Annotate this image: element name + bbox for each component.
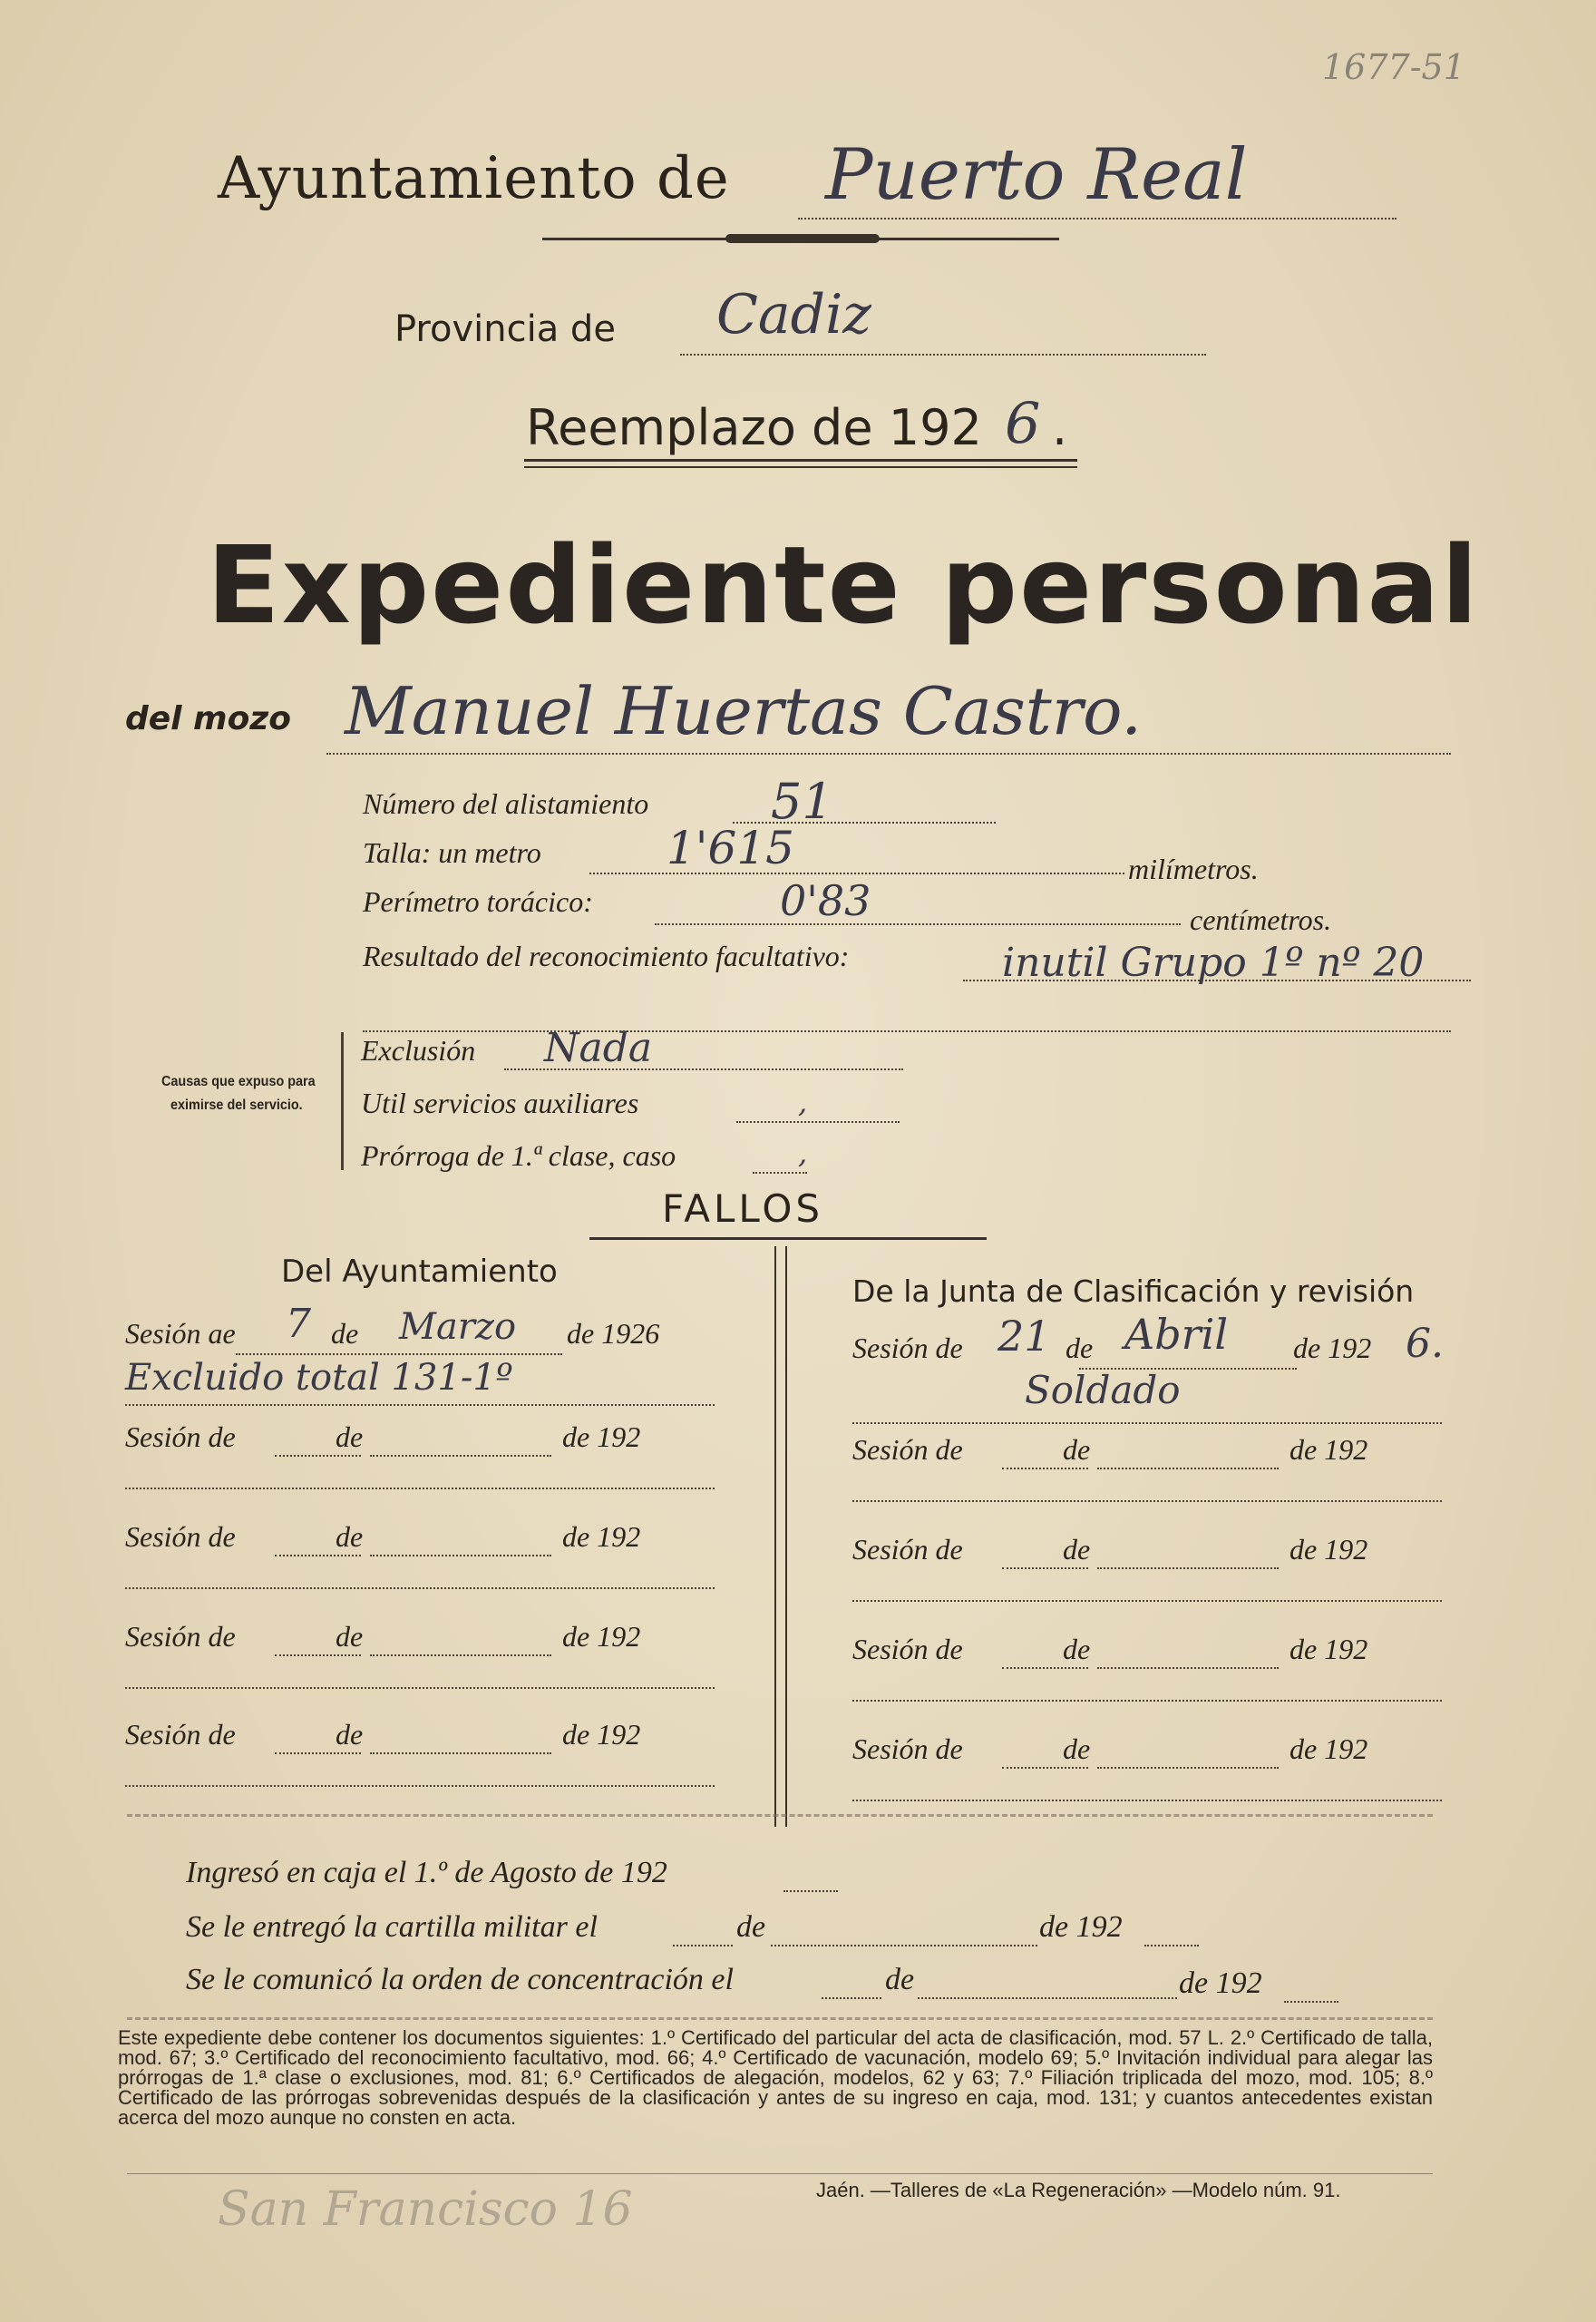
right-sesion-2-label: Sesión de <box>852 1433 963 1466</box>
right-sesion-1-de: de <box>1066 1332 1094 1364</box>
right-sesion-5-line-1 <box>1002 1767 1088 1769</box>
printer-note: Jaén. —Talleres de «La Regeneración» —Modelo núm. 91. <box>816 2179 1341 2201</box>
fallos-bottom-rule <box>127 1814 1433 1817</box>
right-sesion-5-line-2 <box>1097 1767 1279 1769</box>
ingreso-text: Ingresó en caja el 1.º de Agosto de 192 <box>186 1856 667 1889</box>
left-sesion-2-line-1 <box>275 1455 361 1457</box>
reemplazo-underline-1 <box>524 459 1077 462</box>
concentracion-de: de <box>885 1963 915 1996</box>
perimetro-unit: centímetros. <box>1190 903 1332 936</box>
left-sesion-2-label: Sesión de <box>125 1420 236 1453</box>
right-sesion-3-de: de <box>1063 1533 1091 1566</box>
right-sesion-1-note-line <box>852 1422 1442 1424</box>
prorroga-line <box>753 1172 807 1174</box>
footer-rule <box>127 2017 1433 2020</box>
left-sesion-5-line-2 <box>370 1752 551 1754</box>
concentracion-text: Se le comunicó la orden de concentración el <box>186 1963 734 1996</box>
fallos-underline <box>589 1237 987 1240</box>
cartilla-line-1 <box>673 1945 733 1946</box>
right-sesion-5-de: de <box>1063 1732 1091 1765</box>
mozo-line <box>326 753 1451 755</box>
exclusion-label: Exclusión <box>361 1034 476 1067</box>
pencil-note: San Francisco 16 <box>218 2182 633 2237</box>
right-sesion-5-year: de 192 <box>1289 1732 1368 1765</box>
right-heading: De la Junta de Clasificación y revisión <box>852 1273 1415 1309</box>
left-sesion-1-day: 7 <box>286 1301 311 1347</box>
right-sesion-1-day: 21 <box>998 1312 1051 1361</box>
concentracion-line-3 <box>1284 2001 1338 2003</box>
util-value: , <box>798 1085 808 1119</box>
left-sesion-1-label: Sesión ae <box>125 1317 236 1350</box>
left-sesion-3-de: de <box>336 1520 364 1553</box>
mozo-label: del mozo <box>125 700 291 737</box>
resultado-line-2 <box>363 1030 1451 1032</box>
ingreso-line <box>783 1890 838 1892</box>
right-sesion-2-de: de <box>1063 1433 1091 1466</box>
documents-note: Este expediente debe contener los documentos siguientes: 1.º Certificado del particular del acta de clasificación, mod. 57 L. 2.º Certificado de talla, mod. 67; 3.º Certificado del reconocimiento facultativo, mod. 66; 4.º Certificado de vacunación, modelo 69; 5.º Invitación individual para alegar las prórrogas de 1.ª clase o exclusiones, mod. 81; 6.º Certificados de alegación, modelos, 62 y 63; 7.º Filiación triplicada del mozo, mod. 105; 8.º Certificado de las prórrogas sobrevenidas después de la clasificación y antes de su ingreso en caja, mod. 131; y cuantos antecedentes existan acerca del mozo aunque no consten en acta. <box>118 2026 1433 2129</box>
util-label: Util servicios auxiliares <box>361 1087 639 1119</box>
left-sesion-1-de: de <box>331 1317 359 1350</box>
right-sesion-3-line-1 <box>1002 1567 1088 1569</box>
right-sesion-4-year: de 192 <box>1289 1633 1368 1665</box>
left-heading: Del Ayuntamiento <box>281 1254 558 1290</box>
left-sesion-4-rule <box>125 1687 715 1689</box>
column-divider-1 <box>774 1246 776 1827</box>
left-sesion-3-rule <box>125 1587 715 1589</box>
left-sesion-3-line-2 <box>370 1555 551 1556</box>
resultado-label: Resultado del reconocimiento facultativo: <box>363 940 850 972</box>
right-sesion-2-rule <box>852 1500 1442 1502</box>
concentracion-line-2 <box>918 1997 1177 1999</box>
left-sesion-2-year: de 192 <box>562 1420 641 1453</box>
exclusion-line <box>504 1068 903 1070</box>
cartilla-text: Se le entregó la cartilla militar el <box>186 1910 598 1944</box>
left-sesion-3-label: Sesión de <box>125 1520 236 1553</box>
concentracion-line-1 <box>822 1997 881 1999</box>
ornament-center <box>725 234 880 243</box>
left-sesion-4-line-2 <box>370 1654 551 1656</box>
ayuntamiento-value: Puerto Real <box>825 134 1248 216</box>
ayuntamiento-line <box>798 218 1396 220</box>
right-sesion-1-note: Soldado <box>1025 1368 1181 1412</box>
left-sesion-1-year: de 1926 <box>567 1317 660 1350</box>
left-sesion-3-year: de 192 <box>562 1520 641 1553</box>
provincia-line <box>680 354 1206 356</box>
left-sesion-5-label: Sesión de <box>125 1718 236 1751</box>
prorroga-value: , <box>798 1136 808 1170</box>
left-sesion-5-de: de <box>336 1718 364 1751</box>
numero-label: Número del alistamiento <box>363 787 649 820</box>
left-sesion-5-year: de 192 <box>562 1718 641 1751</box>
reemplazo-label: Reemplazo de 192 <box>526 399 982 456</box>
cartilla-year: de 192 <box>1039 1910 1123 1944</box>
fallos-title: FALLOS <box>662 1186 824 1231</box>
right-sesion-1-month: Abril <box>1124 1310 1229 1359</box>
left-sesion-1-note-line <box>125 1404 715 1406</box>
right-sesion-5-label: Sesión de <box>852 1732 963 1765</box>
archive-ref: 1677-51 <box>1322 47 1465 87</box>
cartilla-line-2 <box>771 1945 1037 1946</box>
left-sesion-3-line-1 <box>275 1555 361 1556</box>
reemplazo-value: 6 <box>1005 390 1041 456</box>
right-sesion-4-de: de <box>1063 1633 1091 1665</box>
left-sesion-2-line-2 <box>370 1455 551 1457</box>
right-sesion-2-line-2 <box>1097 1468 1279 1469</box>
talla-label: Talla: un metro <box>363 836 541 869</box>
left-sesion-1-note: Excluido total 131-1º <box>125 1357 513 1399</box>
util-line <box>736 1121 900 1123</box>
ayuntamiento-label: Ayuntamiento de <box>218 145 730 212</box>
left-sesion-4-de: de <box>336 1620 364 1653</box>
right-sesion-3-year: de 192 <box>1289 1533 1368 1566</box>
left-sesion-2-de: de <box>336 1420 364 1453</box>
causas-side-label-2: eximirse del servicio. <box>170 1098 303 1113</box>
left-sesion-5-rule <box>125 1785 715 1787</box>
right-sesion-1-year-digit: 6. <box>1406 1321 1444 1367</box>
left-sesion-4-year: de 192 <box>562 1620 641 1653</box>
causas-side-label-1: Causas que expuso para <box>161 1074 316 1089</box>
right-sesion-4-rule <box>852 1700 1442 1702</box>
right-sesion-2-year: de 192 <box>1289 1433 1368 1466</box>
talla-value: 1'615 <box>667 822 794 874</box>
right-sesion-4-line-2 <box>1097 1667 1279 1669</box>
left-sesion-1-line <box>236 1353 562 1355</box>
resultado-value: inutil Grupo 1º nº 20 <box>1002 940 1425 986</box>
concentracion-year: de 192 <box>1179 1966 1262 2000</box>
numero-value: 51 <box>771 773 833 830</box>
left-sesion-4-label: Sesión de <box>125 1620 236 1653</box>
cartilla-line-3 <box>1144 1945 1199 1946</box>
exclusion-value: Nada <box>544 1025 653 1071</box>
right-sesion-5-rule <box>852 1800 1442 1801</box>
reemplazo-underline-2 <box>524 466 1077 468</box>
left-sesion-2-rule <box>125 1488 715 1489</box>
talla-line <box>589 873 1124 874</box>
left-sesion-1-month: Marzo <box>399 1306 517 1348</box>
page-title: Expediente personal <box>207 522 1480 648</box>
cartilla-de: de <box>736 1910 766 1944</box>
left-sesion-5-line-1 <box>275 1752 361 1754</box>
causas-bracket <box>341 1032 344 1170</box>
perimetro-value: 0'83 <box>780 876 871 925</box>
right-sesion-4-line-1 <box>1002 1667 1088 1669</box>
perimetro-line <box>655 923 1181 925</box>
right-sesion-4-label: Sesión de <box>852 1633 963 1665</box>
reemplazo-period: . <box>1052 399 1068 456</box>
perimetro-label: Perímetro torácico: <box>363 885 593 918</box>
right-sesion-3-rule <box>852 1600 1442 1602</box>
right-sesion-1-label: Sesión de <box>852 1332 963 1364</box>
provincia-label: Provincia de <box>394 308 616 350</box>
mozo-value: Manuel Huertas Castro. <box>345 673 1143 749</box>
left-sesion-4-line-1 <box>275 1654 361 1656</box>
column-divider-2 <box>785 1246 787 1827</box>
right-sesion-3-label: Sesión de <box>852 1533 963 1566</box>
right-sesion-1-year: de 192 <box>1293 1332 1372 1364</box>
resultado-line <box>963 980 1471 981</box>
right-sesion-2-line-1 <box>1002 1468 1088 1469</box>
talla-unit: milímetros. <box>1128 853 1259 885</box>
provincia-value: Cadiz <box>716 283 871 346</box>
printer-rule <box>127 2173 1433 2174</box>
right-sesion-3-line-2 <box>1097 1567 1279 1569</box>
prorroga-label: Prórroga de 1.ª clase, caso <box>361 1139 676 1172</box>
